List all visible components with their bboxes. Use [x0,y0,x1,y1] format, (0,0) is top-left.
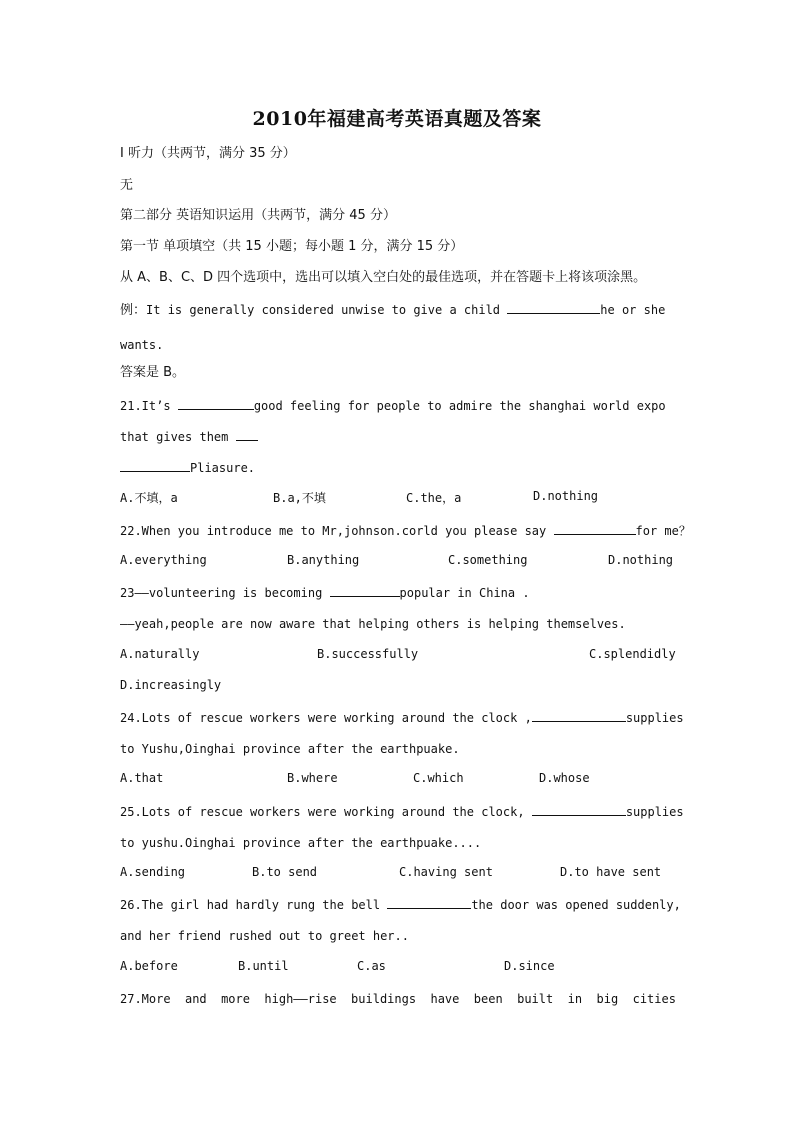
q26-option-c: C.as [357,959,386,973]
part1-note: 无 [120,178,134,193]
answer-blank [120,459,190,472]
question-26 [120,896,681,914]
answer-blank [507,301,600,314]
q24-option-d: D.whose [539,771,590,785]
part2-heading: 第二部分 英语知识运用（共两节，满分 45 分） [120,208,396,223]
q24-text: 24.Lots of rescue workers were working around the clock , [120,711,532,725]
q22-option-b: B.anything [287,553,360,567]
q26-option-a: A.before [120,959,178,973]
example-text: It is generally considered unwise to give a child [146,303,501,317]
answer-blank [532,709,626,722]
example-line: 例：It is generally considered unwise to give a child he or she [120,303,666,318]
q21-option-a: A.不填，a [120,491,178,505]
question-22 [120,522,691,540]
question-21-line3 [120,459,676,477]
q21-text-cont: good feeling for people to admire the shanghai world expo [253,399,666,413]
q24-option-a: A.that [120,771,164,785]
q23-option-b: B.successfully [317,647,419,661]
q23-option-d: D.increasingly [120,678,222,692]
q25-text: 25.Lots of rescue workers were working around the clock, [120,805,525,819]
answer-blank [236,428,258,441]
q21-line3-text: Pliasure. [190,461,256,475]
q23-text-cont: popular in China . [399,586,530,600]
q22-option-c: C.something [448,553,528,567]
q27-word: high——rise [264,992,337,1006]
q25-option-c: C.having sent [399,865,493,879]
example-suffix: he or she [600,303,666,317]
page-title: 2010年福建高考英语真题及答案 [252,108,542,130]
q27-word: more [221,992,250,1006]
answer-blank [178,397,254,410]
question-23-reply: ——yeah,people are now aware that helping others is helping themselves. [120,617,626,631]
part1-heading: I 听力（共两节，满分 35 分） [120,146,296,161]
question-24-line2: to Yushu,Oinghai province after the earthpuake. [120,742,460,756]
question-27 [120,990,676,1008]
example-answer: 答案是 B。 [120,365,186,380]
q23-option-a: A.naturally [120,647,200,661]
q25-option-a: A.sending [120,865,186,879]
q21-line2-text: that gives them [120,430,229,444]
q26-text: 26.The girl had hardly rung the bell [120,898,381,912]
q21-option-b: B.a,不填 [273,491,326,505]
answer-blank [330,584,400,597]
q27-word: big [596,992,619,1006]
question-23 [120,584,676,602]
section1-heading: 第一节 单项填空（共 15 小题；每小题 1 分，满分 15 分） [120,239,464,254]
q24-text-cont: supplies [625,711,684,725]
q26-line2-text: and her friend rushed out to greet her. [120,929,402,943]
question-25 [120,803,684,821]
q27-word: and [184,992,207,1006]
q26-option-d: D.since [504,959,555,973]
q21-option-c: C.the，a [406,491,462,505]
q27-word: have [430,992,460,1006]
q27-word: been [473,992,503,1006]
q25-option-d: D.to have sent [560,865,662,879]
q22-text-cont: for me？ [635,524,691,538]
q21-text: 21.It’s [120,399,171,413]
q23-option-c: C.splendidly [589,647,676,661]
answer-blank [554,522,636,535]
question-21 [120,397,676,415]
answer-blank [387,896,471,909]
question-26-line2: and her friend rushed out to greet her.. [120,929,409,943]
instruction-text: 从 A、B、C、D 四个选项中，选出可以填入空白处的最佳选项，并在答题卡上将该项涂黑。 [120,270,647,285]
q22-option-d: D.nothing [608,553,674,567]
question-21-line2 [120,428,676,446]
q24-option-c: C.which [413,771,464,785]
q27-word: buildings [351,992,417,1006]
q27-word: 27.More [120,992,171,1006]
q23-text: 23——volunteering is becoming [120,586,323,600]
q27-word: cities [632,992,676,1006]
q25-text-cont: supplies [625,805,684,819]
question-25-line2: to yushu.Oinghai province after the earthpuake.... [120,836,482,850]
question-24 [120,709,684,727]
q27-word: built [517,992,554,1006]
q22-text: 22.When you introduce me to Mr,johnson.corld you please say [120,524,547,538]
q25-option-b: B.to send [252,865,318,879]
q26-option-b: B.until [238,959,289,973]
answer-blank [532,803,626,816]
q22-option-a: A.everything [120,553,207,567]
q27-word: in [567,992,583,1006]
q26-text-cont: the door was opened suddenly, [471,898,681,912]
q24-option-b: B.where [287,771,338,785]
q21-option-d: D.nothing [533,489,599,503]
example-cont: wants. [120,338,164,352]
